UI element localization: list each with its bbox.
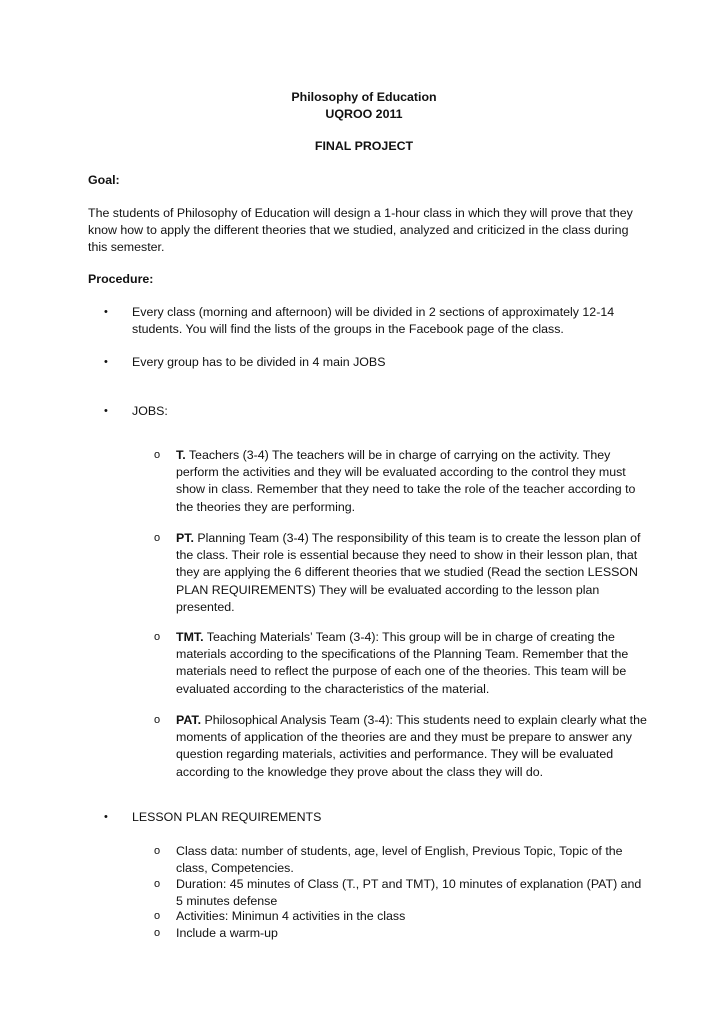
sub-bullet-icon: o — [154, 878, 161, 890]
job-label: TMT. — [176, 630, 204, 644]
bullet-icon: • — [104, 405, 108, 417]
procedure-item — [88, 354, 648, 371]
job-description: Teaching Materials’ Team (3-4): This group will be in charge of creating the materials according to the specifications of the Planning Team. Remember that the materials need to reflect the purpose of each one of the theories. This team will be evaluated according to the characteristics of the material. — [176, 630, 629, 696]
document-title: Philosophy of Education — [291, 90, 437, 104]
lesson-plan-item-text: Duration: 45 minutes of Class (T., PT and TMT), 10 minutes of explanation (PAT) and 5 minutes defense — [176, 877, 642, 909]
job-label: PT. — [176, 531, 194, 545]
lesson-plan-item — [88, 925, 648, 942]
job-item-pat — [88, 712, 648, 781]
sub-bullet-icon: o — [154, 845, 161, 857]
project-title: FINAL PROJECT — [314, 139, 414, 153]
job-description: Planning Team (3-4) The responsibility of this team is to create the lesson plan of the class. Their role is essential because they need to show in their lesson plan, that they are applying the 6 different theories that we studied (Read the section LESSON PLAN REQUIREMENTS) They will be evaluated according to the lesson plan presented. — [176, 531, 641, 614]
sub-bullet-icon: o — [154, 910, 161, 922]
lesson-plan-item — [88, 876, 648, 910]
job-label: T. — [176, 448, 186, 462]
lesson-plan-heading-item — [88, 809, 648, 826]
procedure-item-text: Every class (morning and afternoon) will be divided in 2 sections of approximately 12-14 students. You will find the lists of the groups in the Facebook page of the class. — [132, 305, 615, 337]
procedure-item — [88, 304, 648, 338]
bullet-icon: • — [104, 811, 108, 823]
bullet-icon: • — [104, 306, 108, 318]
bullet-icon: • — [104, 356, 108, 368]
goal-text: The students of Philosophy of Education will design a 1-hour class in which they will prove that they know how to apply the different theories that we studied, analyzed and criticized in the class during this semester. — [88, 206, 633, 255]
job-item-tmt — [88, 629, 648, 698]
lesson-plan-heading: LESSON PLAN REQUIREMENTS — [132, 810, 322, 824]
job-description: Philosophical Analysis Team (3-4): This students need to explain clearly what the moments of application of the theories are and they must be prepare to answer any question regarding materials, activities and performance. They will be evaluated according to the knowledge they prove about the class they will do. — [176, 713, 647, 779]
procedure-item-text: JOBS: — [132, 404, 168, 418]
sub-bullet-icon: o — [154, 714, 161, 726]
sub-bullet-icon: o — [154, 927, 161, 939]
procedure-item-text: Every group has to be divided in 4 main JOBS — [132, 355, 386, 369]
job-item-t — [88, 447, 648, 516]
procedure-heading: Procedure: — [88, 272, 154, 286]
lesson-plan-item — [88, 908, 648, 925]
job-label: PAT. — [176, 713, 202, 727]
sub-bullet-icon: o — [154, 631, 161, 643]
lesson-plan-item-text: Activities: Minimun 4 activities in the class — [176, 909, 406, 923]
sub-bullet-icon: o — [154, 532, 161, 544]
lesson-plan-item-text: Include a warm-up — [176, 926, 278, 940]
job-description: Teachers (3-4) The teachers will be in charge of carrying on the activity. They perform the activities and they will be evaluated according to the control they must show in class. Remember that they need to take the role of the teacher according to the theories they are performing. — [176, 448, 636, 514]
document-subtitle: UQROO 2011 — [325, 107, 403, 121]
lesson-plan-item-text: Class data: number of students, age, level of English, Previous Topic, Topic of the class, Competencies. — [176, 844, 623, 876]
procedure-item — [88, 403, 648, 420]
goal-heading: Goal: — [88, 173, 120, 187]
job-item-pt — [88, 530, 648, 616]
sub-bullet-icon: o — [154, 449, 161, 461]
lesson-plan-item — [88, 843, 648, 877]
